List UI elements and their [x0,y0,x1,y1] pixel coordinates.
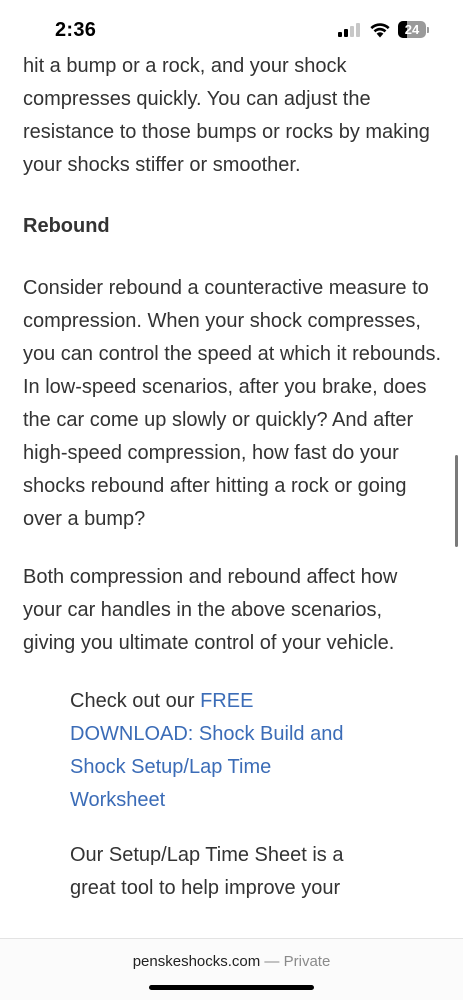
url-display[interactable] [0,953,463,970]
download-callout [23,685,368,817]
browser-address-bar[interactable] [0,938,463,1000]
article-content [23,50,443,905]
download-callout-prefix: Check out our [70,690,201,712]
battery-level: 24 [404,22,420,37]
article-paragraph-summary: Both compression and rebound affect how your car handles in the above scenarios, giving you ultimate control of your vehicle. [23,566,398,654]
article-paragraph-rebound: Consider rebound a counteractive measure to compression. When your shock compresses, you can control the speed at which it rebounds. In low-speed scenarios, after you brake, does the car come up slowly or quickly? And after high-speed compression, how fast do your shocks rebound after hitting a rock or going over a bump? [23,277,442,530]
status-bar [0,0,463,54]
domain-label: penskeshocks.com [132,953,261,970]
status-time: 2:36 [55,19,97,41]
section-heading-rebound: Rebound [23,215,110,237]
scroll-indicator[interactable] [455,455,458,547]
home-indicator[interactable] [149,985,314,990]
free-download-link[interactable]: FREE DOWNLOAD: Shock Build and Shock Setup/Lap Time Worksheet [70,690,344,811]
battery-icon [398,21,430,38]
cellular-signal-icon [338,23,362,37]
url-separator: — [260,953,284,970]
private-mode-label: Private [283,953,331,970]
article-paragraph-compression: hit a bump or a rock, and your shock compresses quickly. You can adjust the resistance to those bumps or rocks by making your shocks stiffer or smoother. [23,55,430,176]
article-paragraph-setup-sheet: Our Setup/Lap Time Sheet is a great tool to help improve your [70,844,344,899]
wifi-icon [369,21,391,38]
